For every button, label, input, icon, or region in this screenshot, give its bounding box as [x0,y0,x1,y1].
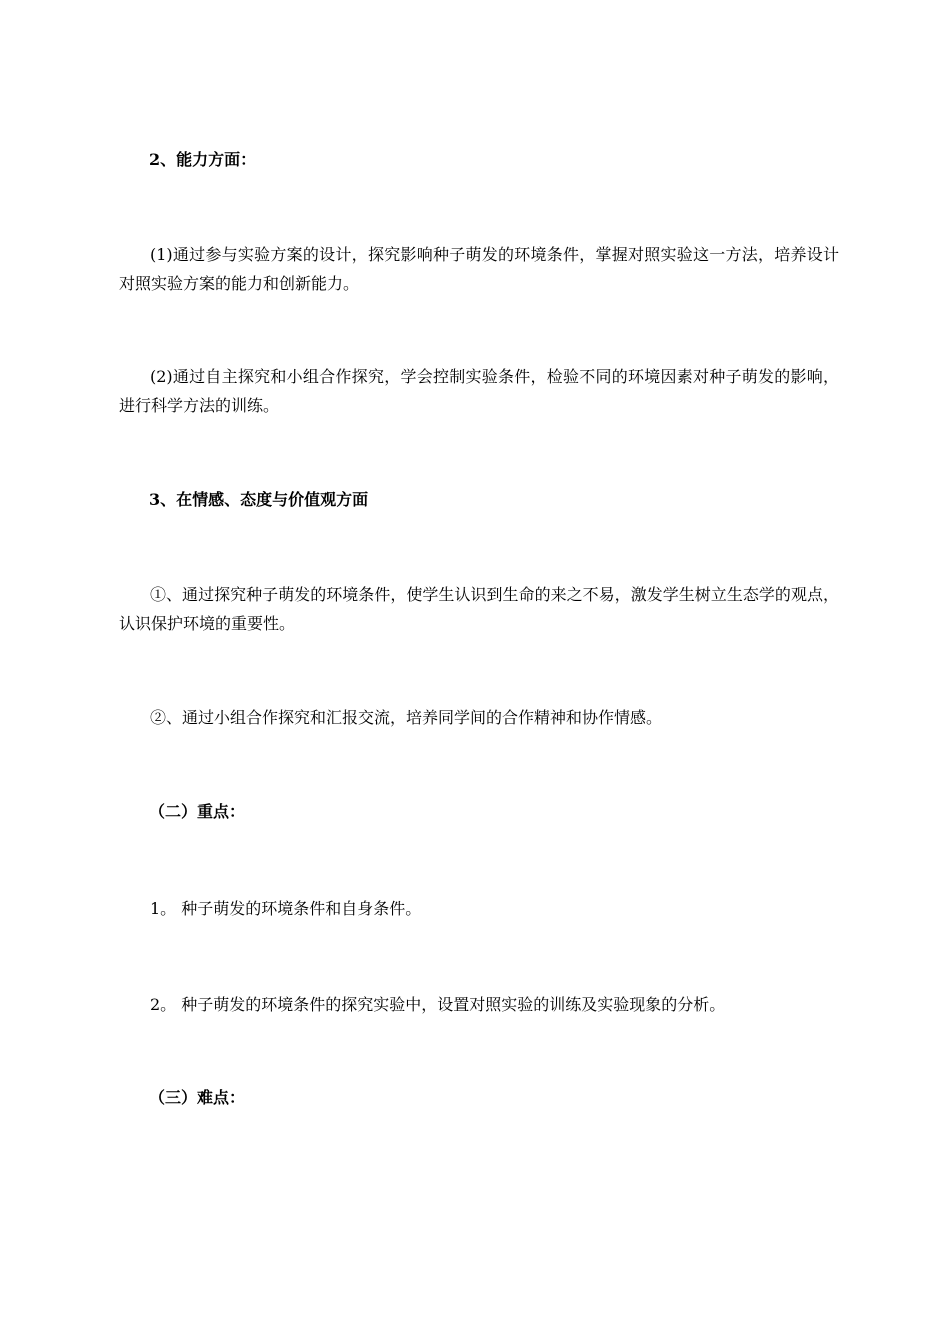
heading-emotion-attitude-values: 3、在情感、态度与价值观方面 [149,490,369,509]
paragraph-key-point-2: 2。 种子萌发的环境条件的探究实验中，设置对照实验的训练及实验现象的分析。 [150,995,726,1014]
paragraph-ability-2: (2)通过自主探究和小组合作探究，学会控制实验条件，检验不同的环境因素对种子萌发的影响，进行科学方法的训练。 [119,367,839,415]
heading-ability: 2、能力方面： [149,150,257,169]
paragraph-emotion-1: ①、通过探究种子萌发的环境条件，使学生认识到生命的来之不易，激发学生树立生态学的观点，认识保护环境的重要性。 [119,585,839,633]
paragraph-emotion-2: ②、通过小组合作探究和汇报交流，培养同学间的合作精神和协作情感。 [150,708,663,727]
heading-key-points: （二）重点： [149,802,246,821]
paragraph-key-point-1: 1。 种子萌发的环境条件和自身条件。 [150,899,422,918]
paragraph-ability-1: (1)通过参与实验方案的设计，探究影响种子萌发的环境条件，掌握对照实验这一方法，培养设计对照实验方案的能力和创新能力。 [119,245,839,293]
heading-difficult-points: （三）难点： [149,1088,246,1107]
